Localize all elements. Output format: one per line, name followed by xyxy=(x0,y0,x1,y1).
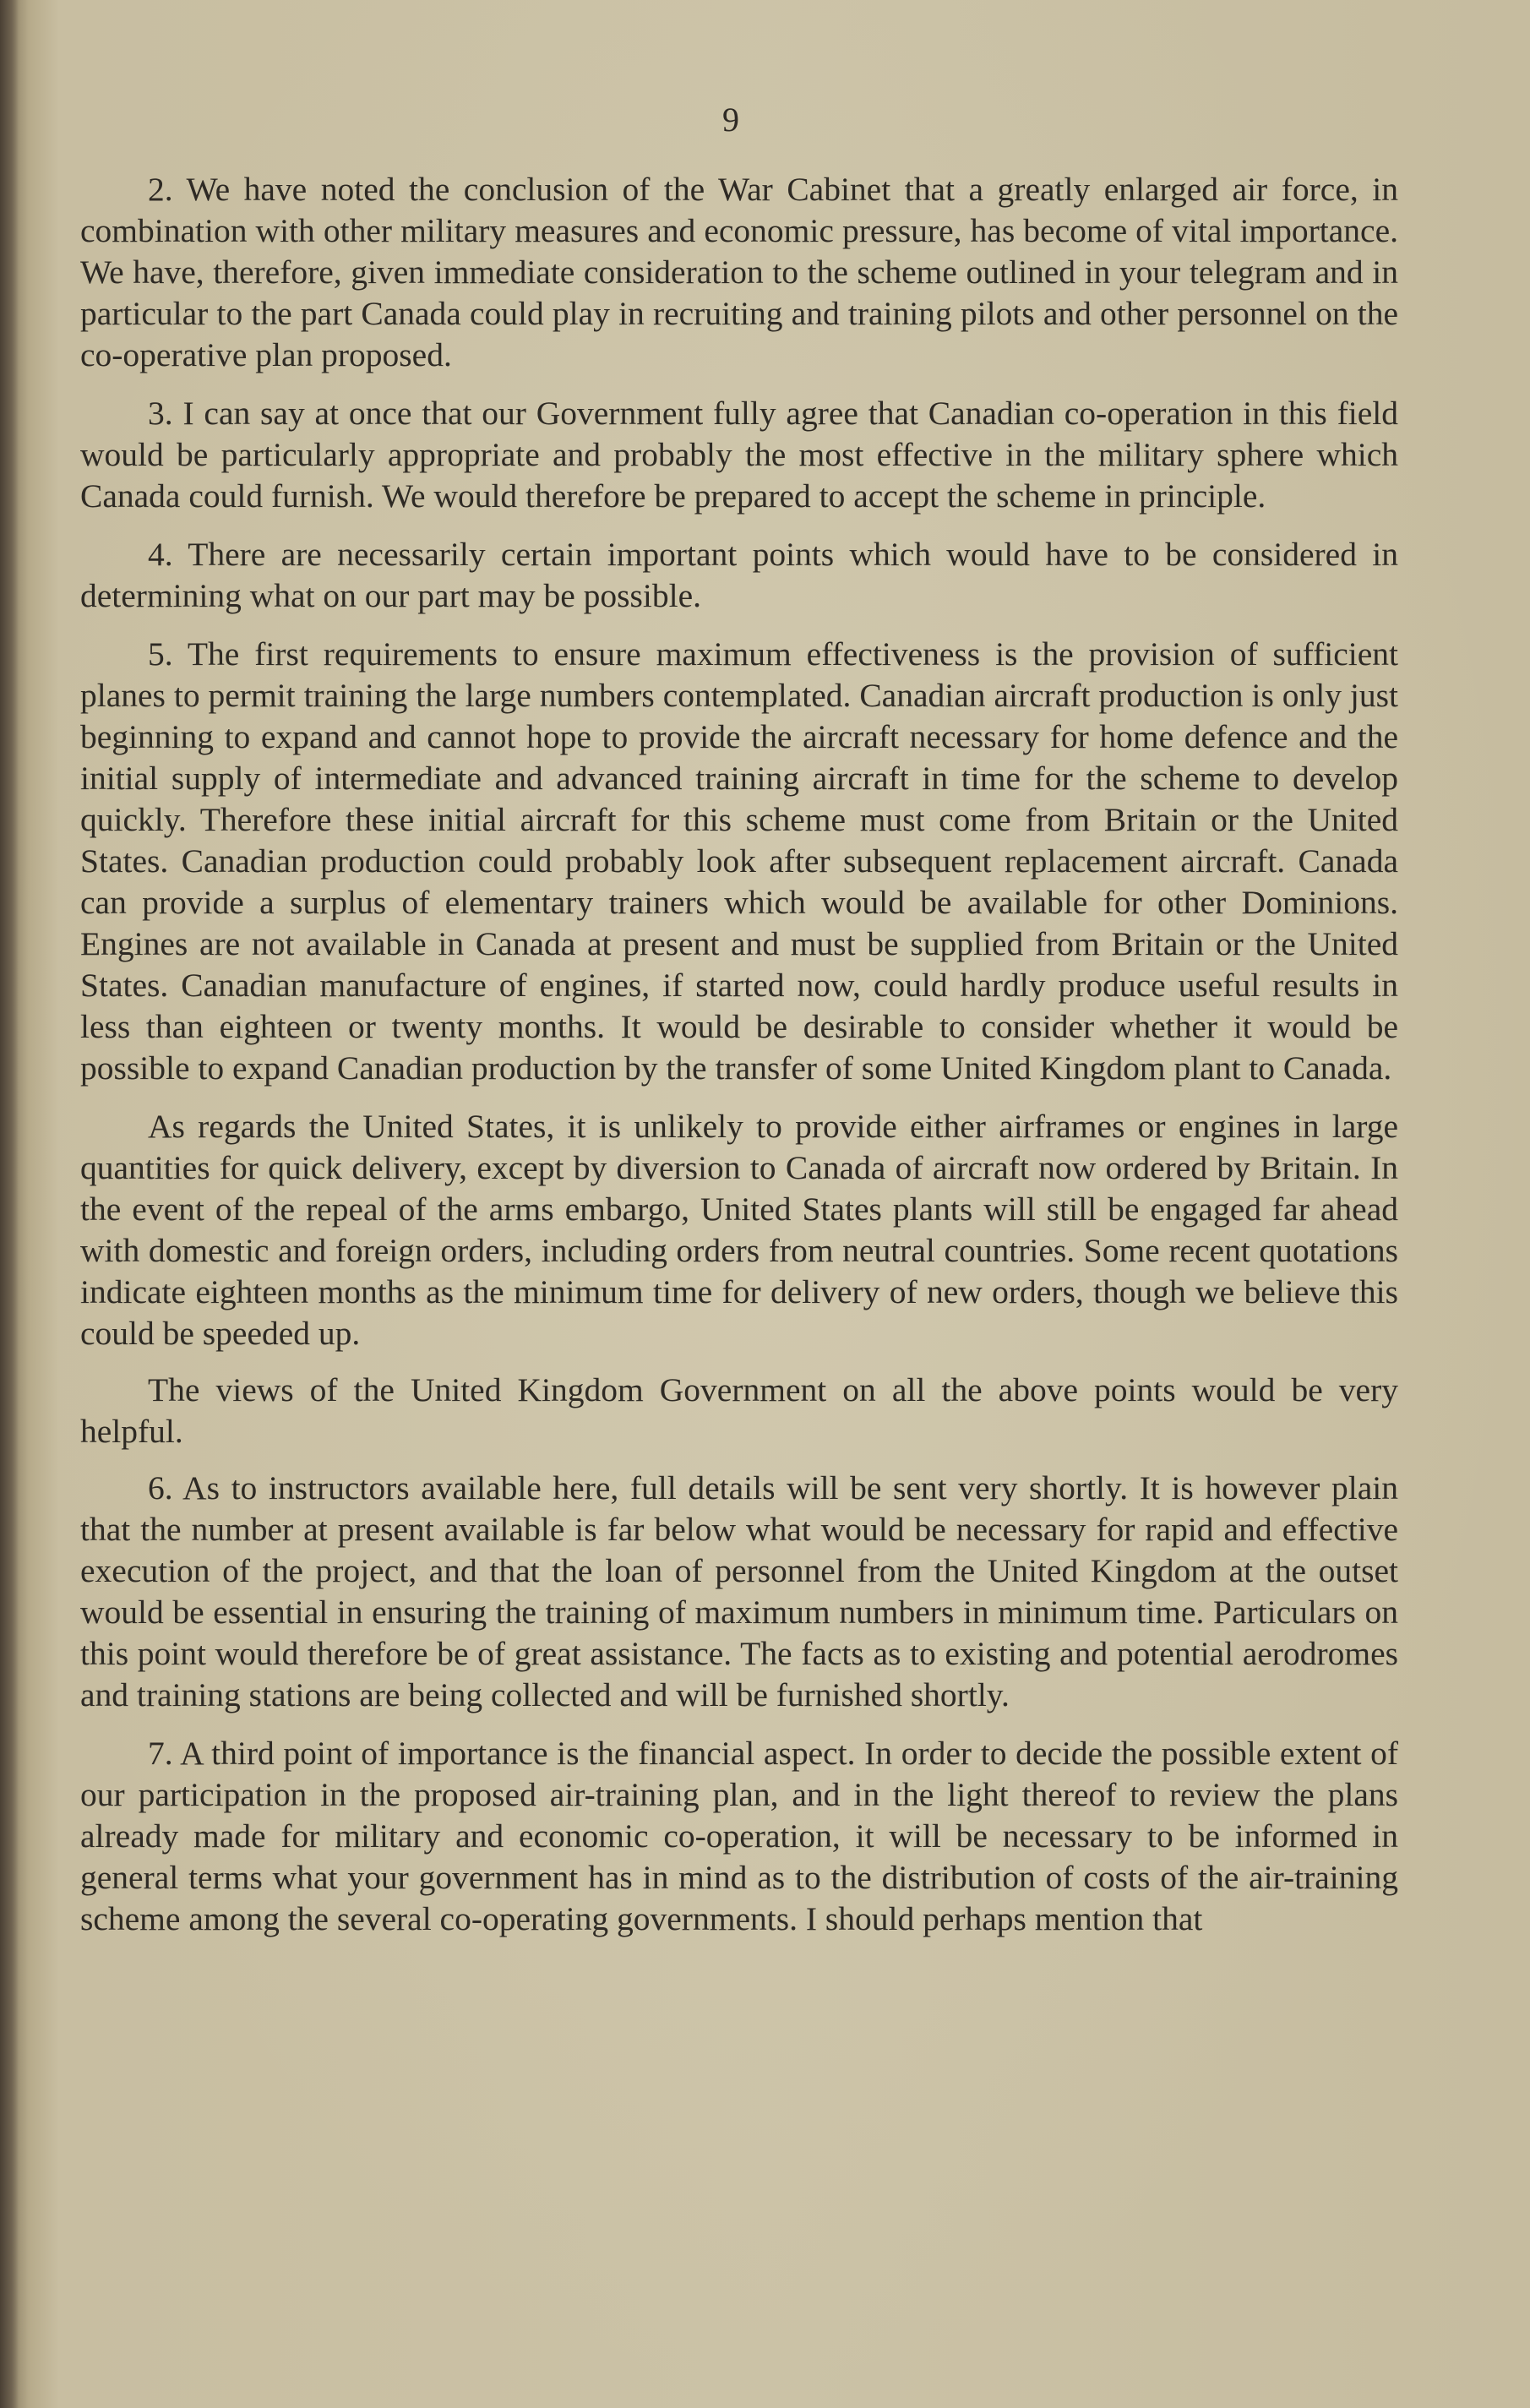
document-body xyxy=(80,169,1398,1957)
paragraph-4: 4. There are necessarily certain important points which would have to be considered in determining what on our part may be possible. xyxy=(80,536,1398,614)
paragraph-united-states: As regards the United States, it is unlikely to provide either airframes or engines in large quantities for quick delivery, except by diversion to Canada of aircraft now ordered by Britain. In the event of the repeal of the arms embargo, United States plants will still be engaged far ahead with domestic and foreign orders, including orders from neutral countries. Some recent quotations indicate eighteen months as the minimum time for delivery of new orders, though we believe this could be speeded up. xyxy=(80,1108,1398,1352)
page-number: 9 xyxy=(722,101,739,139)
paragraph-views: The views of the United Kingdom Government on all the above points would be very helpful. xyxy=(80,1371,1398,1450)
paragraph-2: 2. We have noted the conclusion of the War Cabinet that a greatly enlarged air force, in combination with other military measures and economic pressure, has become of vital importance. We have, therefore, given immediate consideration to the scheme outlined in your telegram and in particular to the part Canada could play in recruiting and training pilots and other personnel on the co-operative plan proposed. xyxy=(80,171,1398,373)
paragraph-3: 3. I can say at once that our Government fully agree that Canadian co-operation in this field would be particularly appropriate and probably the most effective in the military sphere which Canada could furnish. We would therefore be prepared to accept the scheme in principle. xyxy=(80,395,1398,515)
paragraph-6: 6. As to instructors available here, full details will be sent very shortly. It is however plain that the number at present available is far below what would be necessary for rapid and effective execution of the project, and that the loan of personnel from the United Kingdom at the outset would be essential in ensuring the training of maximum numbers in minimum time. Particulars on this point would therefore be of great assistance. The facts as to existing and potential aerodromes and training stations are being collected and will be furnished shortly. xyxy=(80,1469,1398,1713)
book-spine-shadow xyxy=(0,0,19,2408)
paragraph-5: 5. The first requirements to ensure maximum effectiveness is the provision of sufficient planes to permit training the large numbers contemplated. Canadian aircraft production is only just beginning to expand and cannot hope to provide the aircraft necessary for home defence and the initial supply of intermediate and advanced training aircraft in time for the scheme to develop quickly. Therefore these initial aircraft for this scheme must come from Britain or the United States. Canadian production could probably look after subsequent replacement aircraft. Canada can provide a surplus of elementary trainers which would be available for other Dominions. Engines are not available in Canada at present and must be supplied from Britain or the United States. Canadian manufacture of engines, if started now, could hardly produce useful results in less than eighteen or twenty months. It would be desirable to consider whether it would be possible to expand Canadian production by the transfer of some United Kingdom plant to Canada. xyxy=(80,635,1398,1087)
paragraph-7: 7. A third point of importance is the financial aspect. In order to decide the possible extent of our participation in the proposed air-training plan, and in the light thereof to review the plans already made for military and economic co-operation, it will be necessary to be informed in general terms what your government has in mind as to the distribution of costs of the air-training scheme among the several co-operating governments. I should perhaps mention that xyxy=(80,1735,1398,1937)
